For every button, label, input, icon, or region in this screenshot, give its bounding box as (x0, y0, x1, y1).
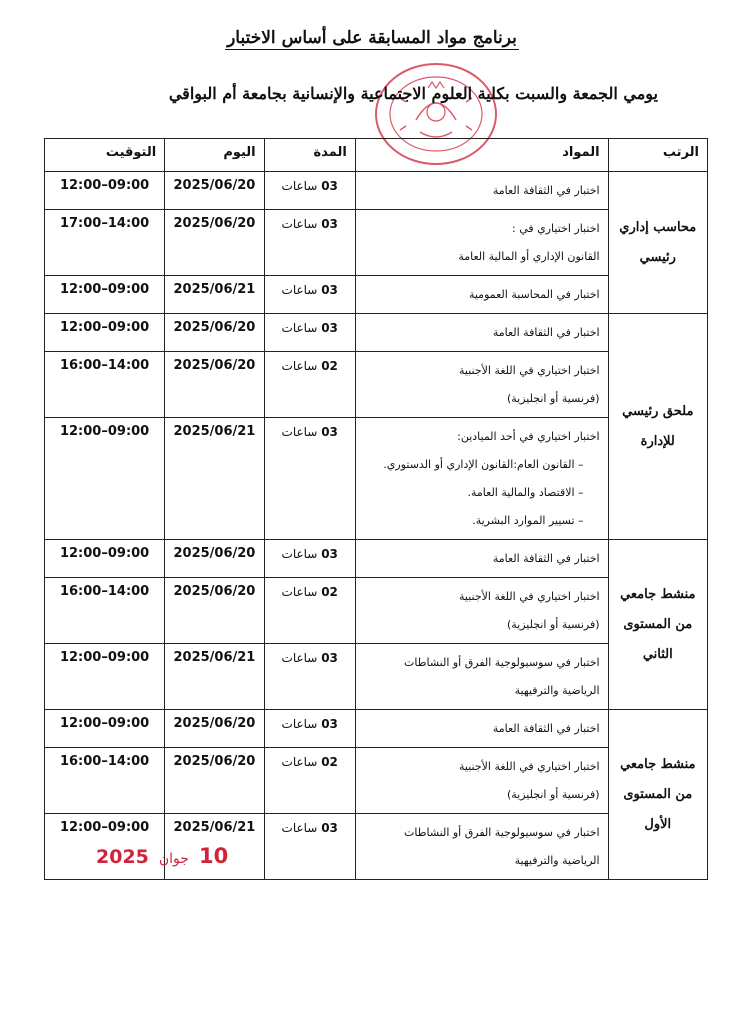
time-cell: 16:00–14:00 (45, 352, 165, 418)
day-cell: 2025/06/20 (165, 314, 264, 352)
duration-cell (264, 644, 355, 710)
duration-unit: ساعات (281, 283, 318, 297)
rank-cell: منشط جامعي من المستوى الأول (608, 710, 707, 880)
duration-unit: ساعات (281, 717, 318, 731)
duration-unit: ساعات (281, 425, 318, 439)
subject-line: اختبار في المحاسبة العمومية (468, 288, 600, 301)
time-cell: 16:00–14:00 (45, 748, 165, 814)
duration-cell (264, 352, 355, 418)
table-row (45, 540, 708, 578)
time-cell: 12:00–09:00 (45, 418, 165, 540)
day-cell: 2025/06/21 (165, 276, 264, 314)
time-cell: 17:00–14:00 (45, 210, 165, 276)
table-row (45, 210, 708, 276)
date-stamp-day: 10 (198, 844, 229, 868)
day-cell: 2025/06/20 (165, 172, 264, 210)
duration-cell (264, 540, 355, 578)
date-stamp-month: جوان (158, 851, 189, 867)
duration-unit: ساعات (281, 755, 318, 769)
time-cell: 12:00–09:00 (45, 540, 165, 578)
duration-cell (264, 172, 355, 210)
header-rank: الرتب (608, 139, 707, 172)
duration-number: 03 (321, 179, 338, 193)
table-row (45, 172, 708, 210)
duration-unit: ساعات (281, 821, 318, 835)
day-cell: 2025/06/20 (165, 748, 264, 814)
duration-number: 03 (321, 321, 338, 335)
table-row (45, 578, 708, 644)
duration-number: 03 (321, 217, 338, 231)
subject-line: اختبار في الثقافة العامة (492, 552, 600, 565)
subject-cell (355, 210, 608, 276)
document-subtitle: يومي الجمعة والسبت بكلية العلوم الاجتماعية والإنسانية بجامعة أم البواقي (168, 84, 658, 103)
duration-number: 03 (321, 547, 338, 561)
time-cell: 12:00–09:00 (45, 276, 165, 314)
duration-cell (264, 418, 355, 540)
document-title (0, 28, 744, 48)
day-cell: 2025/06/20 (165, 540, 264, 578)
duration-number: 02 (321, 585, 338, 599)
table-header-row (45, 139, 708, 172)
duration-unit: ساعات (281, 585, 318, 599)
subject-line: اختبار في الثقافة العامة (492, 326, 600, 339)
duration-unit: ساعات (281, 321, 318, 335)
subject-cell (355, 748, 608, 814)
time-cell: 12:00–09:00 (45, 314, 165, 352)
duration-number: 03 (321, 425, 338, 439)
day-cell: 2025/06/21 (165, 814, 264, 880)
subject-cell (355, 352, 608, 418)
time-cell: 12:00–09:00 (45, 644, 165, 710)
date-stamp-year: 2025 (96, 846, 149, 868)
rank-cell: منشط جامعي من المستوى الثاني (608, 540, 707, 710)
date-stamp (96, 844, 228, 868)
table-row (45, 276, 708, 314)
subject-line: – القانون العام:القانون الإداري أو الدستوري. (383, 458, 584, 471)
header-duration: المدة (264, 139, 355, 172)
duration-cell (264, 814, 355, 880)
subject-cell (355, 314, 608, 352)
duration-cell (264, 314, 355, 352)
subject-line: اختبار في الثقافة العامة (492, 184, 600, 197)
duration-unit: ساعات (281, 217, 318, 231)
day-cell: 2025/06/20 (165, 352, 264, 418)
subject-cell (355, 578, 608, 644)
duration-number: 02 (321, 755, 338, 769)
duration-number: 03 (321, 651, 338, 665)
subject-cell (355, 814, 608, 880)
duration-unit: ساعات (281, 359, 318, 373)
duration-number: 03 (321, 283, 338, 297)
day-cell: 2025/06/21 (165, 644, 264, 710)
duration-cell (264, 710, 355, 748)
duration-cell (264, 276, 355, 314)
rank-cell: محاسب إداري رئيسي (608, 172, 707, 314)
table-row (45, 314, 708, 352)
table-body (45, 172, 708, 880)
duration-number: 03 (321, 717, 338, 731)
day-cell: 2025/06/21 (165, 418, 264, 540)
subject-line: اختبار في سوسيولوجية الفرق أو النشاطات (404, 656, 600, 669)
subject-line: الرياضية والترفيهية (514, 684, 600, 697)
day-cell: 2025/06/20 (165, 578, 264, 644)
subject-line: الرياضية والترفيهية (514, 854, 600, 867)
subject-line: (فرنسية أو انجليزية) (506, 618, 600, 631)
duration-unit: ساعات (281, 651, 318, 665)
duration-unit: ساعات (281, 179, 318, 193)
subject-cell (355, 172, 608, 210)
rank-cell: ملحق رئيسي للإدارة (608, 314, 707, 540)
header-day: اليوم (165, 139, 264, 172)
duration-number: 03 (321, 821, 338, 835)
day-cell: 2025/06/20 (165, 210, 264, 276)
table-row (45, 352, 708, 418)
time-cell: 12:00–09:00 (45, 814, 165, 880)
subject-line: اختبار اختياري في اللغة الأجنبية (458, 590, 600, 603)
duration-unit: ساعات (281, 547, 318, 561)
subject-line: اختبار اختياري في اللغة الأجنبية (458, 760, 600, 773)
subject-line: – الاقتصاد والمالية العامة. (467, 486, 584, 499)
subject-line: اختبار اختياري في : (512, 222, 600, 235)
subject-line: اختبار اختياري في اللغة الأجنبية (458, 364, 600, 377)
time-cell: 16:00–14:00 (45, 578, 165, 644)
subject-line: – تسيير الموارد البشرية. (472, 514, 584, 527)
subject-line: (فرنسية أو انجليزية) (506, 392, 600, 405)
subject-cell (355, 276, 608, 314)
subject-cell (355, 418, 608, 540)
duration-cell (264, 578, 355, 644)
subject-line: اختبار اختياري في أحد الميادين: (457, 430, 600, 443)
table-row (45, 748, 708, 814)
exam-schedule-table (44, 138, 708, 880)
subject-line: اختبار في سوسيولوجية الفرق أو النشاطات (404, 826, 600, 839)
time-cell: 12:00–09:00 (45, 710, 165, 748)
subject-line: اختبار في الثقافة العامة (492, 722, 600, 735)
duration-cell (264, 210, 355, 276)
subject-line: (فرنسية أو انجليزية) (506, 788, 600, 801)
duration-cell (264, 748, 355, 814)
header-time: التوقيت (45, 139, 165, 172)
header-subjects: المواد (355, 139, 608, 172)
subject-cell (355, 644, 608, 710)
document-title-text: برنامج مواد المسابقة على أساس الاختبار (227, 28, 517, 48)
subject-cell (355, 540, 608, 578)
table-row (45, 418, 708, 540)
day-cell: 2025/06/20 (165, 710, 264, 748)
duration-number: 02 (321, 359, 338, 373)
subject-line: القانون الإداري أو المالية العامة (458, 250, 600, 263)
time-cell: 12:00–09:00 (45, 172, 165, 210)
subject-cell (355, 710, 608, 748)
table-row (45, 710, 708, 748)
table-row (45, 644, 708, 710)
